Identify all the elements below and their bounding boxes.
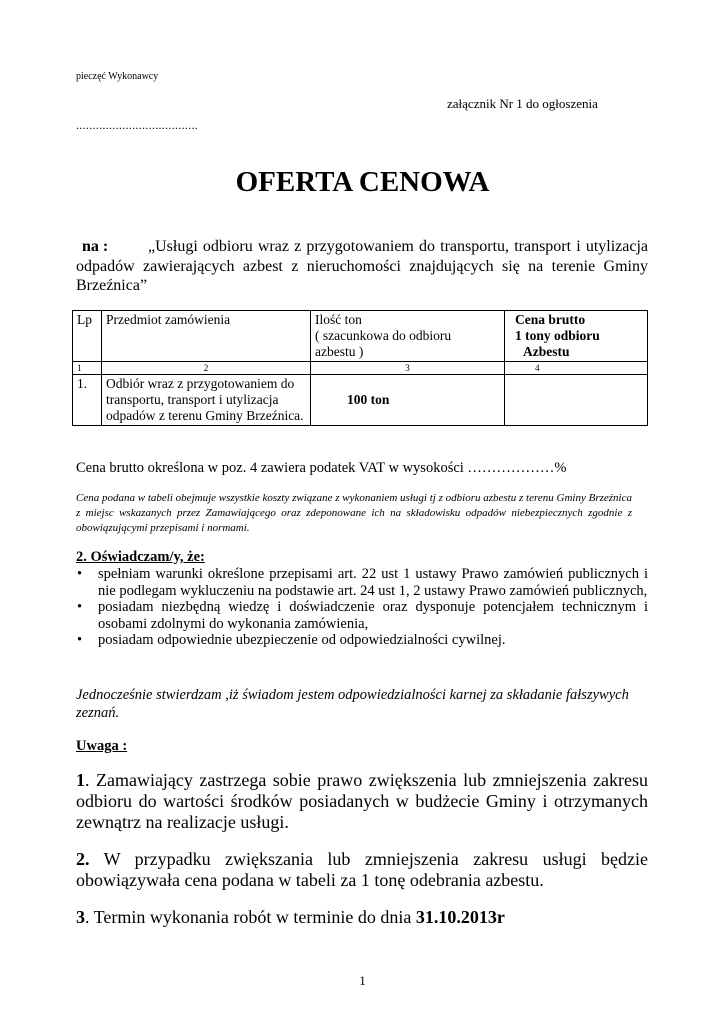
row-item: Odbiór wraz z przygotowaniem do transportu, transport i utylizacja odpadów z terenu Gminy Brzeźnica.	[102, 375, 311, 426]
notice-point-3	[76, 907, 648, 928]
subject-prefix: na :	[82, 238, 109, 255]
notice-point-1-text: . Zamawiający zastrzega sobie prawo zwiększenia lub zmniejszenia zakresu odbioru do wartości środków posiadanych w budżecie Gminy i otrzymanych zewnątrz na realizacje usługi.	[76, 770, 648, 832]
list-item-text: spełniam warunki określone przepisami art. 22 ust 1 ustawy Prawo zamówień publicznych i nie podlegam wykluczeniu na podstawie art. 24 ust 1, 2 ustawy Prawo zamówień publicznych,	[98, 566, 648, 599]
bullet-icon: •	[77, 632, 83, 648]
column-number-row	[73, 362, 648, 375]
list-item-text: posiadam niezbędną wiedzę i doświadczenie oraz dysponuje potencjałem technicznym i osobami zdolnymi do wykonania zamówienia,	[98, 599, 648, 632]
subject	[76, 237, 648, 296]
declaration-heading: 2. Oświadczam/y, że:	[76, 549, 205, 565]
notice-point-1	[76, 770, 648, 833]
colnum-4: 4	[505, 362, 648, 375]
row-lp: 1.	[73, 375, 102, 426]
price-note: Cena podana w tabeli obejmuje wszystkie koszty związane z wykonaniem usługi tj z odbioru azbestu z terenu Gminy Brzeźnica z miejsc wskazanych przez Zamawiającego oraz zdeponowane ich na składowisku odpadów niebezpiecznych zgodnie z obowiązującymi przepisami i normami.	[76, 492, 632, 534]
table-row	[73, 375, 648, 426]
notice-point-3-text: . Termin wykonania robót w terminie do dnia	[85, 907, 416, 927]
notice-point-1-num: 1	[76, 770, 85, 790]
subject-text: „Usługi odbioru wraz z przygotowaniem do transportu, transport i utylizacja odpadów zawierających azbest z nieruchomości znajdujących się na terenie Gminy Brzeźnica”	[76, 238, 648, 294]
notice-point-2-num: 2.	[76, 849, 90, 869]
list-item	[76, 599, 648, 632]
notice-point-3-num: 3	[76, 907, 85, 927]
bullet-icon: •	[77, 599, 83, 615]
offer-table	[72, 310, 648, 426]
header-qty-line1: Ilość ton	[315, 312, 362, 327]
list-item-text: posiadam odpowiednie ubezpieczenie od odpowiedzialności cywilnej.	[98, 632, 506, 648]
notice-point-2-text: W przypadku zwiększania lub zmniejszenia zakresu usługi będzie obowiązywała cena podana w tabeli za 1 tonę odebrania azbestu.	[76, 849, 648, 890]
row-qty: 100 ton	[311, 375, 505, 426]
colnum-1: 1	[73, 362, 102, 375]
header-lp: Lp	[73, 311, 102, 362]
declaration-list	[76, 566, 648, 649]
row-price	[505, 375, 648, 426]
page-title: OFERTA CENOWA	[235, 166, 490, 198]
header-item: Przedmiot zamówienia	[102, 311, 311, 362]
header-price-line3: Azbestu	[523, 344, 570, 359]
list-item	[76, 566, 648, 599]
liability-statement: Jednocześnie stwierdzam ,iż świadom jestem odpowiedzialności karnej za składanie fałszywych zeznań.	[76, 687, 629, 721]
header-price	[505, 311, 648, 362]
signature-dots: .....................................	[76, 118, 199, 132]
list-item	[76, 632, 648, 649]
vat-line: Cena brutto określona w poz. 4 zawiera podatek VAT w wysokości ………………%	[76, 460, 567, 476]
deadline-date: 31.10.2013r	[415, 907, 505, 927]
seal-label: pieczęć Wykonawcy	[76, 71, 159, 82]
header-qty-line3: azbestu )	[315, 344, 364, 359]
page-number: 1	[359, 973, 366, 988]
header-qty	[311, 311, 505, 362]
header-qty-line2: ( szacunkowa do odbioru	[315, 328, 452, 343]
notice-heading: Uwaga :	[76, 738, 128, 754]
colnum-3: 3	[311, 362, 505, 375]
attachment-label: załącznik Nr 1 do ogłoszenia	[447, 96, 598, 111]
header-price-line2: 1 tony odbioru	[515, 328, 600, 343]
colnum-2: 2	[102, 362, 311, 375]
table-header-row	[73, 311, 648, 362]
bullet-icon: •	[77, 566, 83, 582]
notice-point-2	[76, 849, 648, 891]
header-price-line1: Cena brutto	[515, 312, 586, 327]
